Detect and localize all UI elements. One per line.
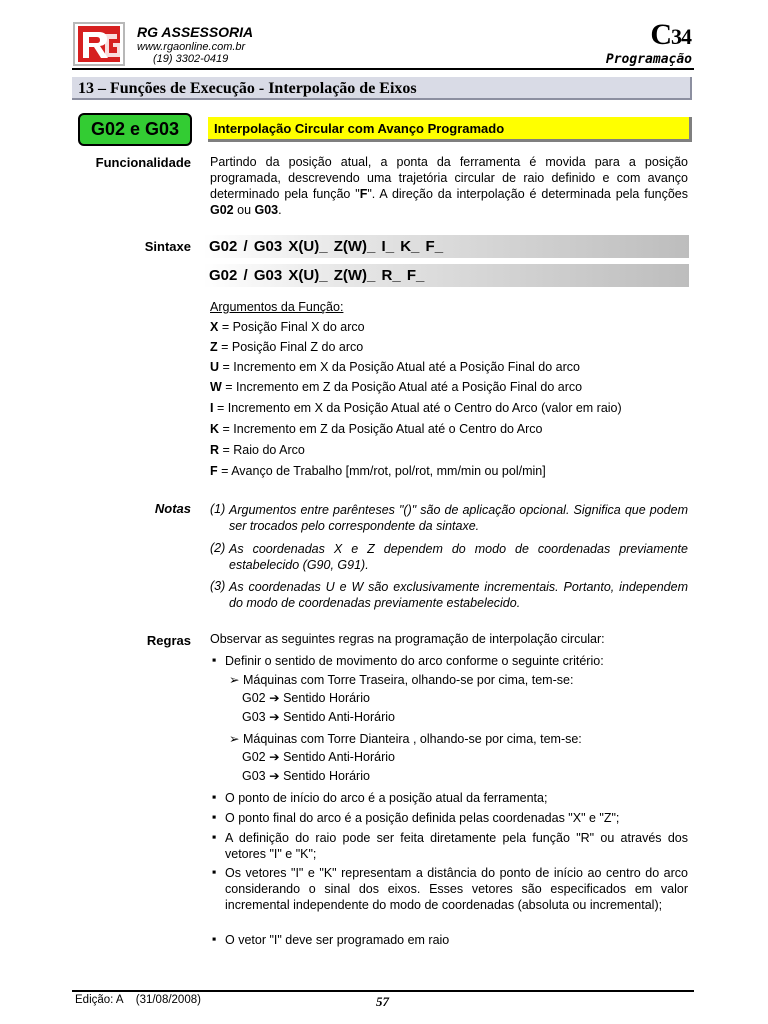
regras-intro: Observar as seguintes regras na programação de interpolação circular: <box>210 632 605 646</box>
arg-text: = Incremento em X da Posição Atual até o Centro do Arco (valor em raio) <box>213 401 622 415</box>
page-code-letter: C <box>650 18 671 51</box>
argumentos-title: Argumentos da Função: <box>210 300 344 314</box>
arg-item <box>210 464 546 478</box>
arg-item <box>210 443 305 457</box>
torre-dianteira-text: Máquinas com Torre Dianteira , olhando-se por cima, tem-se: <box>242 732 582 746</box>
direction-text: Sentido Horário <box>283 691 370 705</box>
sintaxe-label: Sintaxe <box>144 239 191 254</box>
funcionalidade-text-part: ". A direção da interpolação é determinada pela funções <box>367 187 689 201</box>
arg-key: F <box>210 464 218 478</box>
funcionalidade-text-part: . <box>278 203 282 217</box>
section-title: 13 – Funções de Execução - Interpolação de Eixos <box>78 80 417 97</box>
dianteira-g03 <box>242 768 370 783</box>
traseira-g03 <box>242 709 395 724</box>
direction-text: Sentido Anti-Horário <box>283 750 395 764</box>
arg-item <box>210 422 542 436</box>
regra-item: O ponto de início do arco é a posição atual da ferramenta; <box>225 791 548 805</box>
note-number: (2) <box>210 541 226 555</box>
arg-text: = Incremento em Z da Posição Atual até o Centro do Arco <box>219 422 543 436</box>
arg-text: = Avanço de Trabalho [mm/rot, pol/rot, mm/min ou pol/min] <box>217 464 546 478</box>
note-text: As coordenadas U e W são exclusivamente incrementais. Portanto, independem do modo de coordenadas previamente estabelecido. <box>229 580 688 610</box>
direction-text: Sentido Horário <box>283 769 370 783</box>
command-badge: G02 e G03 <box>78 113 192 146</box>
regras-label: Regras <box>146 633 191 648</box>
note-number: (3) <box>210 579 226 593</box>
funcionalidade-f: F <box>359 187 368 201</box>
arg-item <box>210 340 363 354</box>
dianteira-g02 <box>242 749 395 764</box>
arrow-right-icon: ➔ <box>269 769 280 783</box>
regra-item: O vetor "I" deve ser programado em raio <box>225 933 450 947</box>
arg-key: R <box>210 443 220 457</box>
company-website: www.rgaonline.com.br <box>137 41 246 53</box>
torre-traseira-item <box>229 672 573 687</box>
arg-item <box>210 380 582 394</box>
funcionalidade-text-part: Partindo da posição atual, a ponta da ferramenta é movida para a posição programada, descrevendo uma trajetória circular de raio definido e com avanço determinado pela função " <box>210 155 688 201</box>
arrow-right-icon: ➔ <box>269 710 280 724</box>
torre-traseira-text: Máquinas com Torre Traseira, olhando-se por cima, tem-se: <box>242 673 574 687</box>
funcionalidade-label: Funcionalidade <box>95 155 191 170</box>
funcionalidade-g02: G02 <box>210 203 234 217</box>
arg-text: = Posição Final Z do arco <box>217 340 364 354</box>
arrow-right-icon: ➔ <box>269 750 280 764</box>
arrow-bullet-icon: ➢ <box>229 732 240 746</box>
arg-key: K <box>210 422 220 436</box>
bullet-icon: ▪ <box>212 790 217 804</box>
bullet-icon: ▪ <box>212 865 217 879</box>
note-number: (1) <box>210 502 226 516</box>
page-number: 57 <box>376 994 389 1009</box>
bullet-icon: ▪ <box>212 932 217 946</box>
g-code: G03 <box>242 710 266 724</box>
regra-item: Os vetores "I" e "K" representam a distância do ponto de início ao centro do arco considerando o sinal dos eixos. Esses vetores são especificados em valor incremental independente do modo de coordenadas (absoluta ou incremental); <box>225 866 688 912</box>
traseira-g02 <box>242 690 370 705</box>
company-name: RG ASSESSORIA <box>137 24 254 40</box>
arg-text: = Posição Final X do arco <box>218 320 365 334</box>
notas-label: Notas <box>154 501 191 516</box>
g-code: G02 <box>242 691 266 705</box>
company-phone: (19) 3302-0419 <box>153 53 229 65</box>
note-text: As coordenadas X e Z dependem do modo de coordenadas previamente estabelecido (G90, G91). <box>229 542 688 572</box>
arg-key: Z <box>210 340 218 354</box>
arg-text: = Raio do Arco <box>219 443 305 457</box>
footer-edition: Edição: A (31/08/2008) <box>75 994 201 1006</box>
arg-key: W <box>210 380 222 394</box>
regra-item: Definir o sentido de movimento do arco conforme o seguinte critério: <box>225 654 604 668</box>
arg-item <box>210 320 365 334</box>
g-code: G02 <box>242 750 266 764</box>
torre-dianteira-item <box>229 731 582 746</box>
footer-divider <box>72 990 694 992</box>
arg-item <box>210 401 622 415</box>
g-code: G03 <box>242 769 266 783</box>
funcionalidade-g03: G03 <box>254 203 279 217</box>
header-divider <box>72 68 694 70</box>
header-section-label: Programação <box>605 52 692 67</box>
bullet-icon: ▪ <box>212 830 217 844</box>
rg-logo <box>73 22 125 66</box>
bullet-icon: ▪ <box>212 653 217 667</box>
regra-item: A definição do raio pode ser feita diretamente pela função "R" ou através dos vetores "I" e "K"; <box>225 831 688 861</box>
arg-text: = Incremento em Z da Posição Atual até a Posição Final do arco <box>221 380 583 394</box>
funcionalidade-text <box>210 154 688 218</box>
regra-item: O ponto final do arco é a posição definida pelas coordenadas "X" e "Z"; <box>225 811 620 825</box>
syntax-line-1: G02 / G03 X(U)_ Z(W)_ I_ K_ F_ <box>209 238 444 255</box>
bullet-icon: ▪ <box>212 810 217 824</box>
syntax-line-2: G02 / G03 X(U)_ Z(W)_ R_ F_ <box>209 267 425 284</box>
arg-key: X <box>210 320 219 334</box>
arrow-right-icon: ➔ <box>269 691 280 705</box>
arg-key: I <box>210 401 214 415</box>
page-code-number: 34 <box>671 24 691 49</box>
arg-item <box>210 360 580 374</box>
note-text: Argumentos entre parênteses "()" são de aplicação opcional. Significa que podem ser trocados pelo correspondente da sintaxe. <box>229 503 688 533</box>
banner-title: Interpolação Circular com Avanço Programado <box>214 121 505 136</box>
funcionalidade-text-part: ou <box>233 203 255 217</box>
direction-text: Sentido Anti-Horário <box>283 710 395 724</box>
arg-key: U <box>210 360 220 374</box>
arg-text: = Incremento em X da Posição Atual até a Posição Final do arco <box>219 360 580 374</box>
arrow-bullet-icon: ➢ <box>229 673 240 687</box>
page-code <box>650 18 691 52</box>
